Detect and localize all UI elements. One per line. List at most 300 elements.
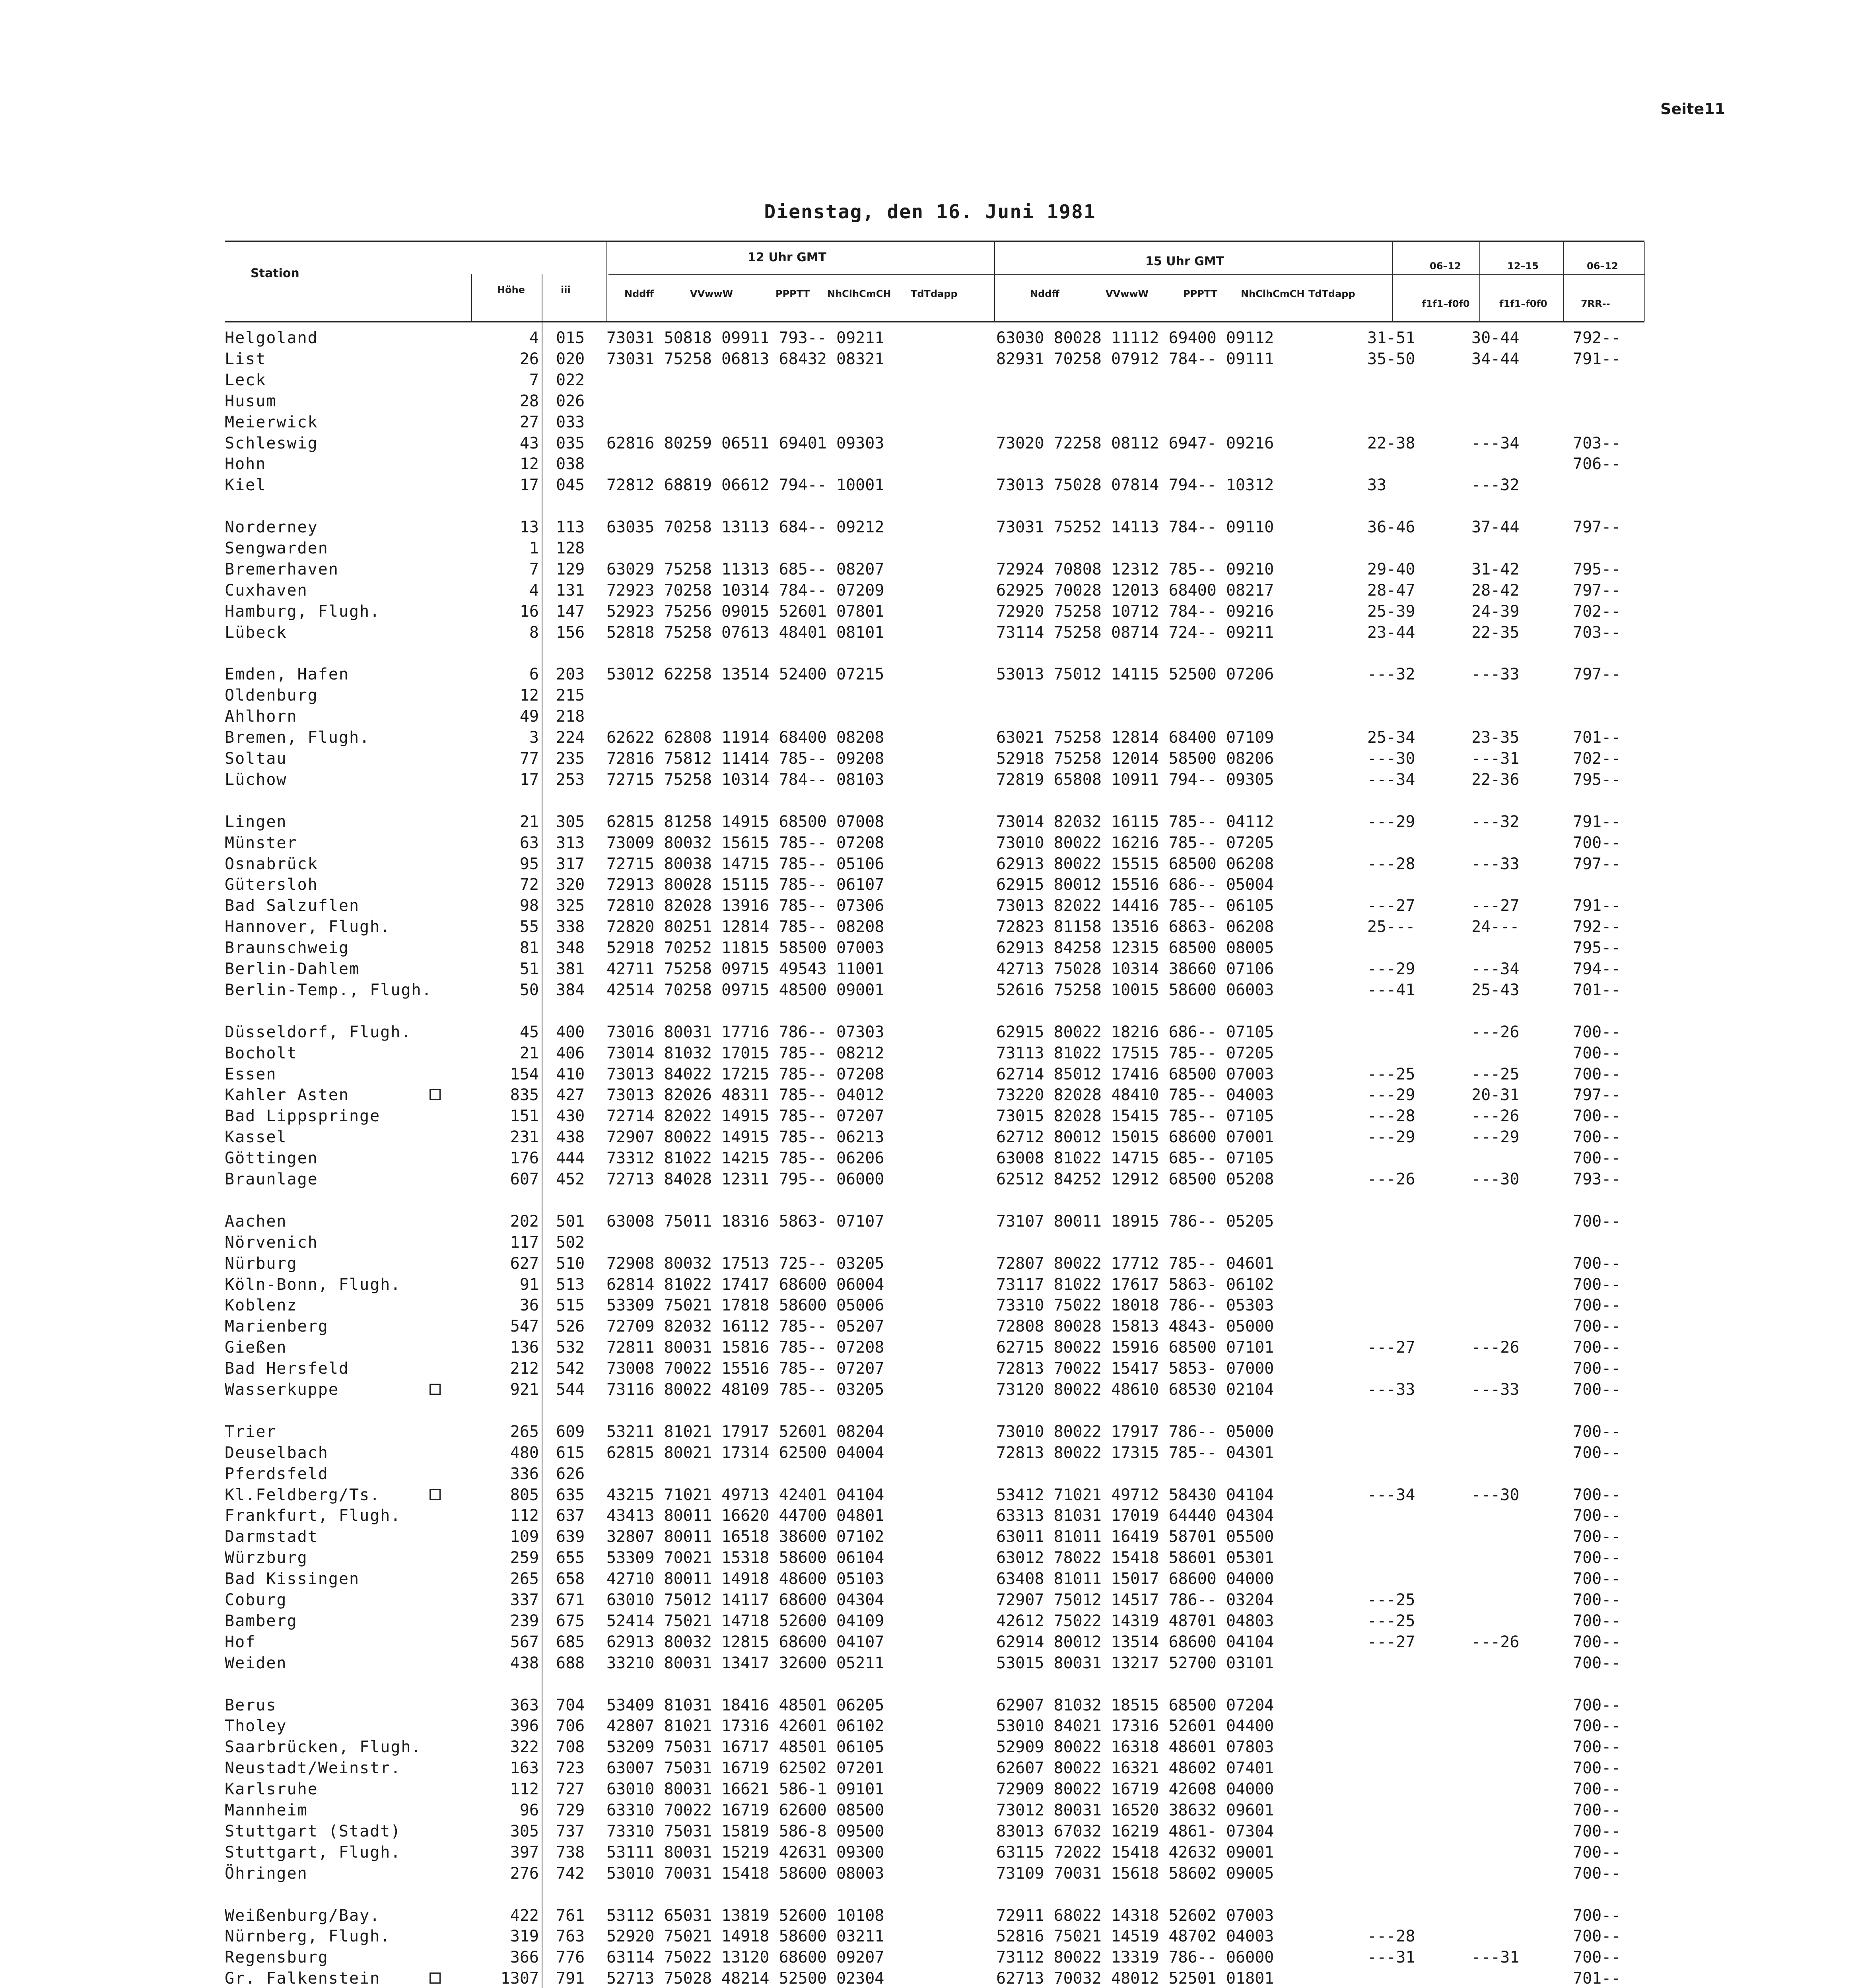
rr-06-12: 700-- — [1573, 1780, 1621, 1798]
table-row — [0, 1064, 1860, 1084]
obs-12-utc: 52818 75258 07613 48401 08101 — [606, 623, 884, 642]
station-altitude: 17 — [519, 771, 539, 789]
station-name: Bad Hersfeld — [225, 1359, 349, 1378]
range-header-2: 12–15 — [1507, 260, 1539, 272]
station-header: Station — [251, 266, 299, 280]
station-name: Bad Kissingen — [225, 1570, 360, 1588]
obs-12-utc: 62814 81022 17417 68600 06004 — [606, 1276, 884, 1294]
table-row — [0, 1443, 1860, 1463]
station-name: Frankfurt, Flugh. — [225, 1507, 401, 1525]
obs-15-utc: 62715 80022 15916 68500 07101 — [996, 1338, 1274, 1357]
station-altitude: 319 — [510, 1927, 539, 1945]
g1-col-2: VVwwW — [690, 288, 733, 299]
station-altitude: 1307 — [500, 1969, 539, 1988]
station-name: Oldenburg — [225, 686, 318, 705]
rr-06-12: 700-- — [1573, 1149, 1621, 1167]
station-altitude: 112 — [510, 1507, 539, 1525]
range-06-12: ---34 — [1367, 771, 1415, 789]
station-index: 727 — [556, 1780, 585, 1798]
obs-15-utc: 73010 80022 16216 785-- 07205 — [996, 834, 1274, 852]
obs-15-utc: 63313 81031 17019 64440 04304 — [996, 1507, 1274, 1525]
station-index: 626 — [556, 1465, 585, 1483]
rr-06-12: 701-- — [1573, 981, 1621, 999]
range-06-12: ---29 — [1367, 960, 1415, 978]
station-index: 033 — [556, 413, 585, 431]
obs-12-utc: 73031 50818 09911 793-- 09211 — [606, 329, 884, 347]
range-12-15: 22-35 — [1471, 623, 1520, 642]
obs-12-utc: 53309 70021 15318 58600 06104 — [606, 1549, 884, 1567]
rr-06-12: 701-- — [1573, 1969, 1621, 1988]
table-row — [0, 770, 1860, 790]
table-row — [0, 1969, 1860, 1988]
station-index: 729 — [556, 1801, 585, 1819]
table-row — [0, 1169, 1860, 1189]
station-altitude: 27 — [519, 413, 539, 431]
table-row — [0, 1758, 1860, 1778]
rr-06-12: 700-- — [1573, 1738, 1621, 1756]
rr-06-12: 700-- — [1573, 1023, 1621, 1041]
station-name: Osnabrück — [225, 855, 318, 873]
obs-15-utc: 72911 68022 14318 52602 07003 — [996, 1906, 1274, 1925]
obs-12-utc: 73016 80031 17716 786-- 07303 — [606, 1023, 884, 1041]
station-name: Bremerhaven — [225, 560, 339, 579]
station-name: Nürnberg, Flugh. — [225, 1927, 391, 1945]
station-altitude: 231 — [510, 1128, 539, 1146]
station-altitude: 366 — [510, 1948, 539, 1967]
obs-12-utc: 72812 68819 06612 794-- 10001 — [606, 476, 884, 494]
station-index: 609 — [556, 1423, 585, 1441]
station-altitude: 305 — [510, 1822, 539, 1840]
station-altitude: 151 — [510, 1107, 539, 1125]
table-row — [0, 1506, 1860, 1526]
table-row — [0, 685, 1860, 705]
rr-06-12: 794-- — [1573, 960, 1621, 978]
station-altitude: 547 — [510, 1317, 539, 1336]
obs-15-utc: 62913 80022 15515 68500 06208 — [996, 855, 1274, 873]
station-altitude: 397 — [510, 1843, 539, 1862]
station-altitude: 337 — [510, 1591, 539, 1609]
g2-col-5: TdTdapp — [1308, 288, 1355, 299]
rr-06-12: 700-- — [1573, 1906, 1621, 1925]
station-altitude: 7 — [529, 371, 539, 389]
station-altitude: 17 — [519, 476, 539, 494]
table-row — [0, 749, 1860, 769]
station-index: 763 — [556, 1927, 585, 1945]
station-index: 022 — [556, 371, 585, 389]
obs-15-utc: 62925 70028 12013 68400 08217 — [996, 581, 1274, 600]
station-name: Bocholt — [225, 1044, 297, 1062]
table-row — [0, 980, 1860, 1000]
rr-06-12: 700-- — [1573, 1948, 1621, 1967]
obs-12-utc: 73116 80022 48109 785-- 03205 — [606, 1380, 884, 1399]
table-row — [0, 896, 1860, 916]
station-index: 658 — [556, 1570, 585, 1588]
obs-15-utc: 72808 80028 15813 4843- 05000 — [996, 1317, 1274, 1336]
range-12-15: 31-42 — [1471, 560, 1520, 579]
obs-15-utc: 72807 80022 17712 785-- 04601 — [996, 1254, 1274, 1273]
obs-15-utc: 52909 80022 16318 48601 07803 — [996, 1738, 1274, 1756]
table-row — [0, 1401, 1860, 1421]
station-index: 035 — [556, 434, 585, 452]
station-altitude: 438 — [510, 1654, 539, 1672]
range-06-12: 22-38 — [1367, 434, 1415, 452]
obs-12-utc: 53010 70031 15418 58600 08003 — [606, 1864, 884, 1883]
range-06-12: ---27 — [1367, 1633, 1415, 1651]
station-index: 381 — [556, 960, 585, 978]
table-row — [0, 1338, 1860, 1357]
station-index: 502 — [556, 1233, 585, 1252]
table-row — [0, 349, 1860, 369]
range-12-15: ---26 — [1471, 1338, 1520, 1357]
range-06-12: 36-46 — [1367, 518, 1415, 536]
range-12-15: ---33 — [1471, 665, 1520, 683]
station-index: 427 — [556, 1086, 585, 1104]
obs-12-utc: 52713 75028 48214 52500 02304 — [606, 1969, 884, 1988]
open-square-icon — [430, 1089, 441, 1100]
station-altitude: 12 — [519, 686, 539, 705]
table-row — [0, 454, 1860, 474]
range-06-12: 29-40 — [1367, 560, 1415, 579]
rr-06-12: 700-- — [1573, 1317, 1621, 1336]
obs-12-utc: 42807 81021 17316 42601 06102 — [606, 1717, 884, 1735]
header-mid-rule — [608, 274, 1644, 275]
table-row — [0, 1001, 1860, 1021]
iii-header: iii — [561, 284, 571, 295]
table-row — [0, 1359, 1860, 1378]
station-name: Köln-Bonn, Flugh. — [225, 1276, 401, 1294]
station-name: Hohn — [225, 455, 266, 473]
rr-06-12: 700-- — [1573, 1717, 1621, 1735]
station-index: 038 — [556, 455, 585, 473]
station-index: 400 — [556, 1023, 585, 1041]
table-row — [0, 812, 1860, 832]
obs-15-utc: 72823 81158 13516 6863- 06208 — [996, 918, 1274, 936]
range-12-15: ---33 — [1471, 1380, 1520, 1399]
obs-15-utc: 52918 75258 12014 58500 08206 — [996, 749, 1274, 768]
range-12-15: ---30 — [1471, 1486, 1520, 1504]
open-square-icon — [430, 1384, 441, 1395]
station-altitude: 480 — [510, 1444, 539, 1462]
obs-15-utc: 62915 80022 18216 686-- 07105 — [996, 1023, 1274, 1041]
station-altitude: 136 — [510, 1338, 539, 1357]
rr-06-12: 700-- — [1573, 1423, 1621, 1441]
station-index: 156 — [556, 623, 585, 642]
obs-15-utc: 72907 75012 14517 786-- 03204 — [996, 1591, 1274, 1609]
range-12-15: 30-44 — [1471, 329, 1520, 347]
station-name: Emden, Hafen — [225, 665, 349, 683]
range-06-12: ---29 — [1367, 813, 1415, 831]
station-name: Weiden — [225, 1654, 287, 1672]
table-row — [0, 1527, 1860, 1547]
station-index: 791 — [556, 1969, 585, 1988]
obs-15-utc: 73014 82032 16115 785-- 04112 — [996, 813, 1274, 831]
range-12-15: 24--- — [1471, 918, 1520, 936]
range-06-12: 35-50 — [1367, 350, 1415, 368]
obs-12-utc: 53012 62258 13514 52400 07215 — [606, 665, 884, 683]
rr-06-12: 791-- — [1573, 813, 1621, 831]
station-altitude: 163 — [510, 1759, 539, 1777]
obs-12-utc: 72820 80251 12814 785-- 08208 — [606, 918, 884, 936]
station-name: Nörvenich — [225, 1233, 318, 1252]
station-name: Lübeck — [225, 623, 287, 642]
table-row — [0, 1632, 1860, 1652]
obs-12-utc: 73013 84022 17215 785-- 07208 — [606, 1065, 884, 1083]
table-row — [0, 644, 1860, 664]
station-altitude: 72 — [519, 876, 539, 894]
range-sub-3: 7RR-- — [1581, 298, 1610, 309]
table-row — [0, 791, 1860, 811]
station-altitude: 98 — [519, 897, 539, 915]
table-row — [0, 1211, 1860, 1231]
range-12-15: 34-44 — [1471, 350, 1520, 368]
station-name: Braunlage — [225, 1170, 318, 1188]
obs-15-utc: 53015 80031 13217 52700 03101 — [996, 1654, 1274, 1672]
obs-15-utc: 53412 71021 49712 58430 04104 — [996, 1486, 1274, 1504]
range-06-12: ---27 — [1367, 1338, 1415, 1357]
obs-15-utc: 62607 80022 16321 48602 07401 — [996, 1759, 1274, 1777]
station-altitude: 835 — [510, 1086, 539, 1104]
obs-12-utc: 32807 80011 16518 38600 07102 — [606, 1528, 884, 1546]
obs-15-utc: 63011 81011 16419 58701 05500 — [996, 1528, 1274, 1546]
table-row — [0, 538, 1860, 558]
station-name: Öhringen — [225, 1864, 308, 1883]
rr-06-12: 700-- — [1573, 1864, 1621, 1883]
station-name: Saarbrücken, Flugh. — [225, 1738, 422, 1756]
station-index: 203 — [556, 665, 585, 683]
rr-06-12: 706-- — [1573, 455, 1621, 473]
station-name: Hof — [225, 1633, 256, 1651]
table-row — [0, 1422, 1860, 1442]
obs-15-utc: 52616 75258 10015 58600 06003 — [996, 981, 1274, 999]
station-name: Braunschweig — [225, 939, 349, 957]
range-left-rule — [1392, 242, 1393, 321]
station-name: Stuttgart (Stadt) — [225, 1822, 401, 1840]
rr-06-12: 792-- — [1573, 329, 1621, 347]
range-12-15: ---34 — [1471, 960, 1520, 978]
table-row — [0, 1947, 1860, 1967]
station-index: 147 — [556, 602, 585, 621]
table-row — [0, 1611, 1860, 1631]
table-row — [0, 959, 1860, 979]
range-12-15: ---29 — [1471, 1128, 1520, 1146]
station-name: Gießen — [225, 1338, 287, 1357]
table-row — [0, 1548, 1860, 1568]
station-altitude: 50 — [519, 981, 539, 999]
station-altitude: 63 — [519, 834, 539, 852]
obs-15-utc: 53010 84021 17316 52601 04400 — [996, 1717, 1274, 1735]
station-altitude: 49 — [519, 707, 539, 726]
range-06-12: ---28 — [1367, 1107, 1415, 1125]
station-altitude: 43 — [519, 434, 539, 452]
rr-06-12: 700-- — [1573, 1843, 1621, 1862]
obs-12-utc: 43215 71021 49713 42401 04104 — [606, 1486, 884, 1504]
obs-12-utc: 53112 65031 13819 52600 10108 — [606, 1906, 884, 1925]
table-row — [0, 1779, 1860, 1799]
group-divider-rule — [994, 242, 995, 321]
station-name: Münster — [225, 834, 297, 852]
obs-12-utc: 52920 75021 14918 58600 03211 — [606, 1927, 884, 1945]
obs-12-utc: 72714 82022 14915 785-- 07207 — [606, 1107, 884, 1125]
rr-06-12: 797-- — [1573, 581, 1621, 600]
range-12-15: 22-36 — [1471, 771, 1520, 789]
rr-06-12: 700-- — [1573, 1044, 1621, 1062]
obs-15-utc: 72813 80022 17315 785-- 04301 — [996, 1444, 1274, 1462]
station-altitude: 112 — [510, 1780, 539, 1798]
obs-15-utc: 63030 80028 11112 69400 09112 — [996, 329, 1274, 347]
station-altitude: 154 — [510, 1065, 539, 1083]
g2-col-1: Nddff — [1030, 288, 1059, 299]
range-12-15: 37-44 — [1471, 518, 1520, 536]
rr-06-12: 703-- — [1573, 434, 1621, 452]
rr-06-12: 700-- — [1573, 1633, 1621, 1651]
station-index: 320 — [556, 876, 585, 894]
station-altitude: 276 — [510, 1864, 539, 1883]
range-12-15: 28-42 — [1471, 581, 1520, 600]
obs-12-utc: 72908 80032 17513 725-- 03205 — [606, 1254, 884, 1273]
header-top-rule — [225, 241, 1644, 242]
station-altitude: 921 — [510, 1380, 539, 1399]
rr-06-12: 700-- — [1573, 1128, 1621, 1146]
table-row — [0, 1569, 1860, 1589]
obs-12-utc: 73031 75258 06813 68432 08321 — [606, 350, 884, 368]
obs-15-utc: 82931 70258 07912 784-- 09111 — [996, 350, 1274, 368]
station-index: 671 — [556, 1591, 585, 1609]
station-altitude: 607 — [510, 1170, 539, 1188]
station-altitude: 422 — [510, 1906, 539, 1925]
station-name: Berlin-Temp., Flugh. — [225, 981, 432, 999]
station-name: Würzburg — [225, 1549, 308, 1567]
table-row — [0, 1316, 1860, 1336]
station-index: 384 — [556, 981, 585, 999]
obs-12-utc: 72709 82032 16112 785-- 05207 — [606, 1317, 884, 1336]
station-index: 685 — [556, 1633, 585, 1651]
rr-06-12: 797-- — [1573, 855, 1621, 873]
table-row — [0, 1821, 1860, 1841]
station-name: Soltau — [225, 749, 287, 768]
station-altitude: 396 — [510, 1717, 539, 1735]
station-altitude: 26 — [519, 350, 539, 368]
station-altitude: 81 — [519, 939, 539, 957]
station-altitude: 265 — [510, 1423, 539, 1441]
obs-15-utc: 73013 82022 14416 785-- 06105 — [996, 897, 1274, 915]
station-altitude: 8 — [529, 623, 539, 642]
range-06-12: 25--- — [1367, 918, 1415, 936]
table-row — [0, 517, 1860, 537]
station-name: Cuxhaven — [225, 581, 308, 600]
rr-06-12: 700-- — [1573, 1338, 1621, 1357]
station-index: 501 — [556, 1212, 585, 1231]
g2-col-3: PPPTT — [1183, 288, 1218, 299]
range-mid-rule-2 — [1563, 242, 1564, 321]
station-name: Weißenburg/Bay. — [225, 1906, 381, 1925]
table-row — [0, 728, 1860, 747]
station-index: 305 — [556, 813, 585, 831]
table-row — [0, 1380, 1860, 1400]
range-06-12: 25-34 — [1367, 728, 1415, 747]
station-index: 224 — [556, 728, 585, 747]
rr-06-12: 797-- — [1573, 665, 1621, 683]
range-12-15: 23-35 — [1471, 728, 1520, 747]
obs-12-utc: 53211 81021 17917 52601 08204 — [606, 1423, 884, 1441]
table-row — [0, 1864, 1860, 1883]
station-altitude: 91 — [519, 1276, 539, 1294]
range-06-12: 31-51 — [1367, 329, 1415, 347]
rr-06-12: 700-- — [1573, 1654, 1621, 1672]
obs-15-utc: 42612 75022 14319 48701 04803 — [996, 1612, 1274, 1630]
range-06-12: ---28 — [1367, 855, 1415, 873]
obs-12-utc: 63310 70022 16719 62600 08500 — [606, 1801, 884, 1819]
range-06-12: 25-39 — [1367, 602, 1415, 621]
g2-col-4: NhClhCmCH — [1241, 288, 1305, 299]
station-altitude: 259 — [510, 1549, 539, 1567]
station-index: 542 — [556, 1359, 585, 1378]
station-altitude: 55 — [519, 918, 539, 936]
station-name: Stuttgart, Flugh. — [225, 1843, 401, 1862]
table-row — [0, 580, 1860, 600]
station-index: 513 — [556, 1276, 585, 1294]
station-index: 015 — [556, 329, 585, 347]
station-altitude: 567 — [510, 1633, 539, 1651]
station-index: 742 — [556, 1864, 585, 1883]
station-name: Kiel — [225, 476, 266, 494]
obs-12-utc: 72811 80031 15816 785-- 07208 — [606, 1338, 884, 1357]
rr-06-12: 700-- — [1573, 1212, 1621, 1231]
station-index: 348 — [556, 939, 585, 957]
obs-12-utc: 43413 80011 16620 44700 04801 — [606, 1507, 884, 1525]
range-06-12: ---28 — [1367, 1927, 1415, 1945]
station-altitude: 805 — [510, 1486, 539, 1504]
station-altitude: 51 — [519, 960, 539, 978]
station-altitude: 21 — [519, 813, 539, 831]
station-index: 406 — [556, 1044, 585, 1062]
obs-15-utc: 53013 75012 14115 52500 07206 — [996, 665, 1274, 683]
obs-12-utc: 72715 75258 10314 784-- 08103 — [606, 771, 884, 789]
obs-12-utc: 63035 70258 13113 684-- 09212 — [606, 518, 884, 536]
range-12-15: ---31 — [1471, 749, 1520, 768]
station-index: 738 — [556, 1843, 585, 1862]
station-altitude: 16 — [519, 602, 539, 621]
station-index: 020 — [556, 350, 585, 368]
range-12-15: ---26 — [1471, 1023, 1520, 1041]
range-06-12: ---25 — [1367, 1065, 1415, 1083]
table-row — [0, 328, 1860, 348]
obs-15-utc: 73113 81022 17515 785-- 07205 — [996, 1044, 1274, 1062]
rr-06-12: 702-- — [1573, 602, 1621, 621]
obs-12-utc: 73014 81032 17015 785-- 08212 — [606, 1044, 884, 1062]
obs-15-utc: 73020 72258 08112 6947- 09216 — [996, 434, 1274, 452]
obs-12-utc: 52414 75021 14718 52600 04109 — [606, 1612, 884, 1630]
obs-15-utc: 73013 75028 07814 794-- 10312 — [996, 476, 1274, 494]
rr-06-12: 795-- — [1573, 771, 1621, 789]
obs-12-utc: 63010 75012 14117 68600 04304 — [606, 1591, 884, 1609]
station-altitude: 77 — [519, 749, 539, 768]
obs-12-utc: 63007 75031 16719 62502 07201 — [606, 1759, 884, 1777]
rr-06-12: 700-- — [1573, 1549, 1621, 1567]
range-12-15: ---33 — [1471, 855, 1520, 873]
station-name: Norderney — [225, 518, 318, 536]
station-index: 444 — [556, 1149, 585, 1167]
obs-15-utc: 62512 84252 12912 68500 05208 — [996, 1170, 1274, 1188]
range-header-1: 06–12 — [1430, 260, 1461, 272]
table-row — [0, 559, 1860, 579]
rr-06-12: 700-- — [1573, 1276, 1621, 1294]
rr-06-12: 793-- — [1573, 1170, 1621, 1188]
obs-12-utc: 33210 80031 13417 32600 05211 — [606, 1654, 884, 1672]
station-altitude: 7 — [529, 560, 539, 579]
idx-right-rule — [606, 242, 607, 321]
station-name: Kl.Feldberg/Ts. — [225, 1486, 381, 1504]
obs-15-utc: 73120 80022 48610 68530 02104 — [996, 1380, 1274, 1399]
